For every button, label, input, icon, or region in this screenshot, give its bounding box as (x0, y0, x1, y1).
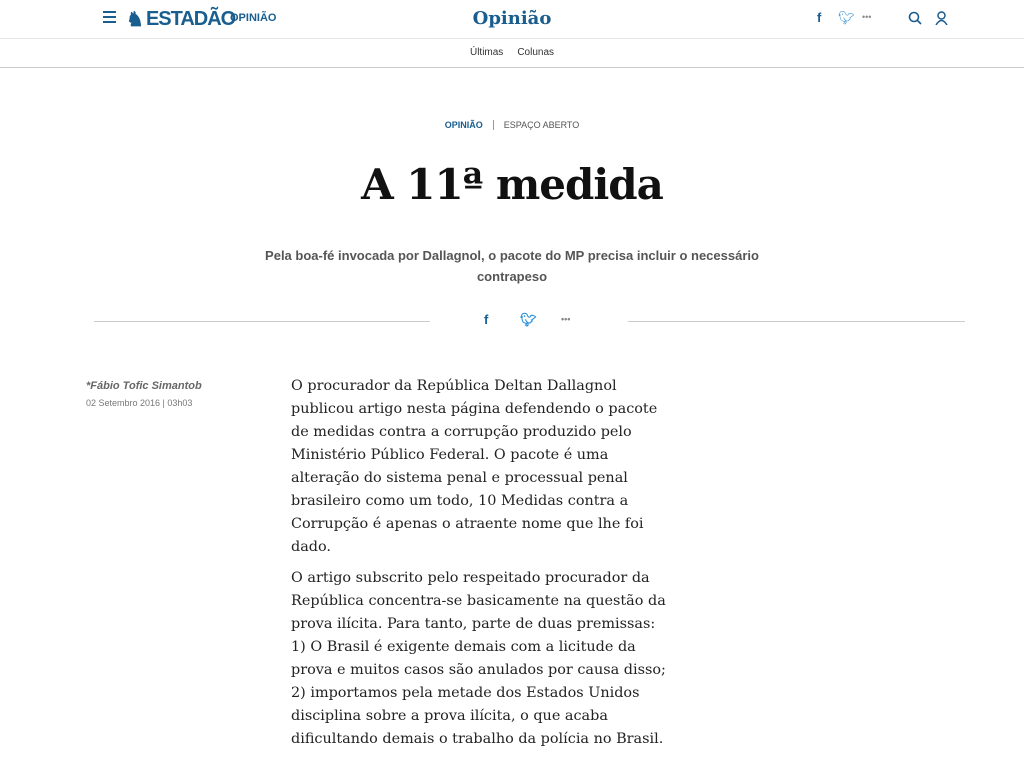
byline (86, 380, 202, 408)
sub-nav (0, 39, 1024, 68)
horse-icon: ♞ (126, 9, 143, 31)
divider (628, 321, 965, 322)
more-icon[interactable]: ••• (862, 12, 872, 22)
user-icon[interactable] (935, 11, 948, 25)
publish-date: 02 Setembro 2016 | 03h03 (86, 398, 193, 408)
nav-colunas[interactable]: Colunas (517, 47, 555, 58)
twitter-icon[interactable]: 🐦︎ (838, 10, 855, 25)
section-link[interactable]: OPINIÃO (230, 12, 277, 24)
article-title: A 11ª medida (361, 160, 663, 209)
facebook-share-icon[interactable]: f (484, 312, 489, 327)
share-bar (0, 308, 1024, 338)
nav-ultimas[interactable]: Últimas (469, 47, 504, 58)
facebook-icon[interactable]: f (817, 10, 822, 25)
twitter-share-icon[interactable]: 🐦︎ (520, 312, 537, 327)
top-bar (0, 0, 1024, 39)
logo[interactable]: ♞ ESTADÃO (126, 8, 236, 31)
article-lead: Pela boa-fé invocada por Dallagnol, o pacote do MP precisa incluir o necessário contrapeso (265, 248, 759, 284)
paragraph: O artigo subscrito pelo respeitado procurador da República concentra-se basicamente na questão da prova ilícita. Para tanto, parte de duas premissas: 1) O Brasil é exigente demais com a licitude da prova e muitos casos são anulados por causa disso; 2) importamos pela metade dos Estados Unidos disciplina sobre a prova ilícita, o que acaba dificultando demais o trabalho da polícia no Brasil. (291, 570, 666, 747)
search-icon[interactable] (908, 11, 922, 25)
breadcrumb (0, 120, 1024, 130)
paragraph: O procurador da República Deltan Dallagnol publicou artigo nesta página defendendo o pacote de medidas contra a corrupção produzido pelo Ministério Público Federal. O pacote é uma alteração do sistema penal e processual penal brasileiro como um todo, 10 Medidas contra a Corrupção é apenas o atraente nome que lhe foi dado. (291, 378, 658, 555)
author-name: *Fábio Tofic Simantob (86, 380, 202, 392)
divider (94, 321, 430, 322)
article-body (291, 375, 671, 759)
more-share-icon[interactable]: ••• (561, 314, 571, 324)
kicker-subsection[interactable]: ESPAÇO ABERTO (493, 120, 580, 130)
kicker-section[interactable]: OPINIÃO (444, 120, 483, 130)
page-title: Opinião (472, 8, 552, 29)
